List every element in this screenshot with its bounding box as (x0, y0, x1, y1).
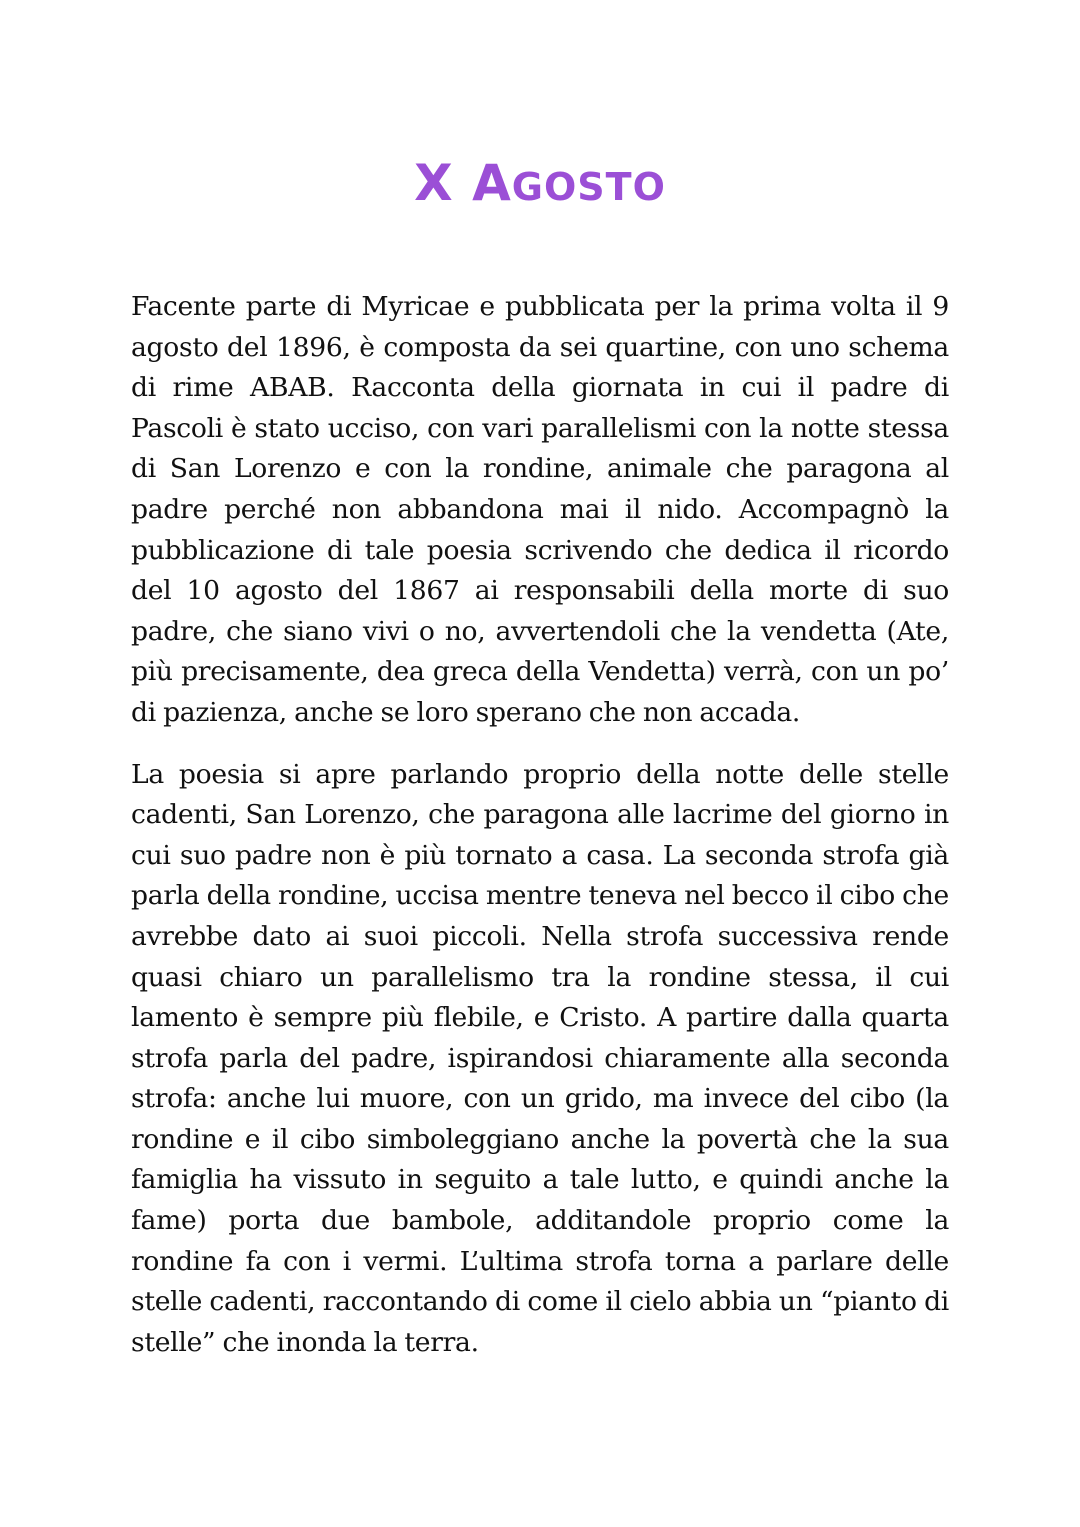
page-title (0, 148, 1080, 222)
title-initials: X A (414, 154, 512, 212)
paragraph-1: Facente parte di Myricae e pubblicata per la prima volta il 9 agosto del 1896, è composta da sei quartine, con uno schema di rime ABAB. Racconta della giornata in cui il padre di Pascoli è stato ucciso, con vari parallelismi con la notte stessa di San Lorenzo e con la rondine, animale che paragona al padre perché non abbandona mai il nido. Accompagnò la pubblicazione di tale poesia scrivendo che dedica il ricordo del 10 agosto del 1867 ai responsabili della morte di suo padre, che siano vivi o no, avvertendoli che la vendetta (Ate, più precisamente, dea greca della Vendetta) verrà, con un po’ di pazienza, anche se loro sperano che non accada. (131, 291, 949, 728)
title-rest: GOSTO (511, 165, 666, 209)
body-text (131, 287, 949, 1363)
paragraph-2: La poesia si apre parlando proprio della notte delle stelle cadenti, San Lorenzo, che paragona alle lacrime del giorno in cui suo padre non è più tornato a casa. La seconda strofa già parla della rondine, uccisa mentre teneva nel becco il cibo che avrebbe dato ai suoi piccoli. Nella strofa successiva rende quasi chiaro un parallelismo tra la rondine stessa, il cui lamento è sempre più flebile, e Cristo. A partire dalla quarta strofa parla del padre, ispirandosi chiaramente alla seconda strofa: anche lui muore, con un grido, ma invece del cibo (la rondine e il cibo simboleggiano anche la povertà che la sua famiglia ha vissuto in seguito a tale lutto, e quindi anche la fame) porta due bambole, additandole proprio come la rondine fa con i vermi. L’ultima strofa torna a parlare delle stelle cadenti, raccontando di come il cielo abbia un “pianto di stelle” che inonda la terra. (131, 758, 949, 1358)
